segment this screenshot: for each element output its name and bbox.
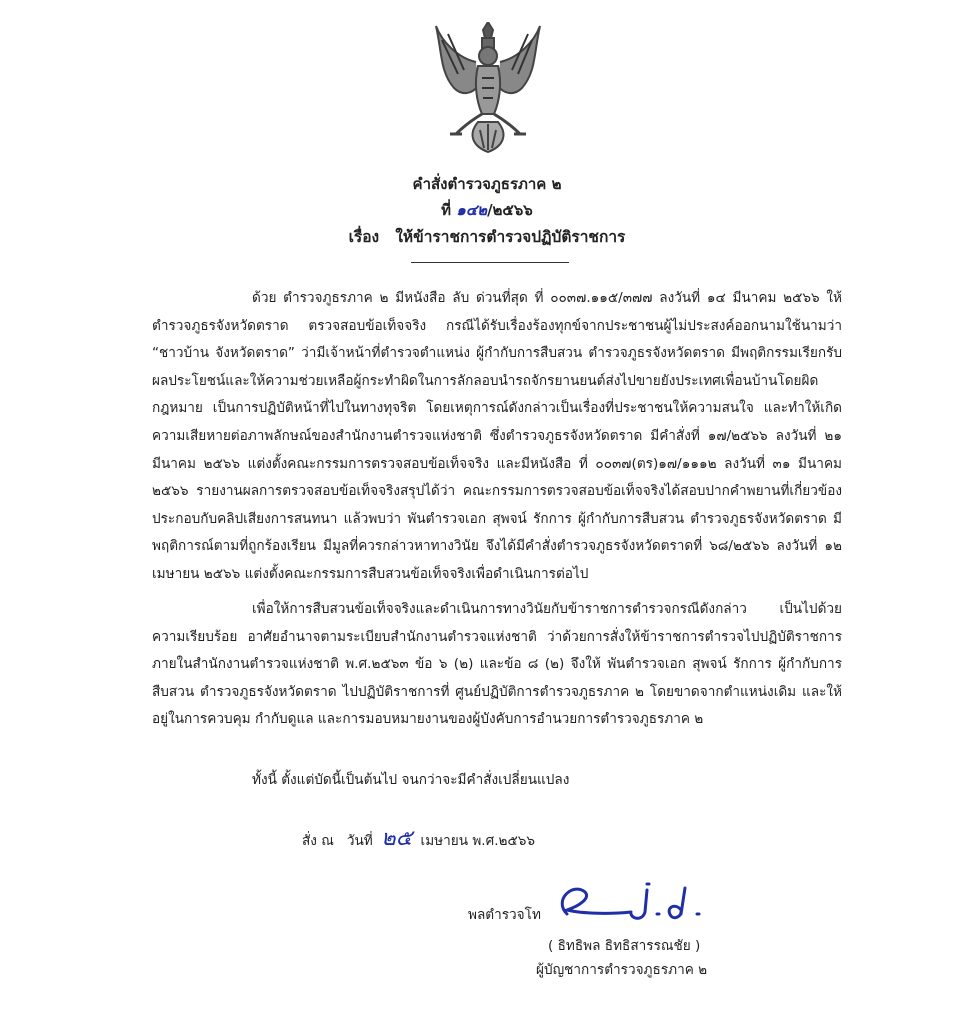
order-number-suffix: /๒๕๖๖ [487,201,533,219]
paragraph-3: ทั้งนี้ ตั้งแต่บัดนี้เป็นต้นไป จนกว่าจะมีคำสั่งเปลี่ยนแปลง [252,772,570,788]
order-title: คำสั่งตำรวจภูธรภาค ๒ [412,175,562,193]
date-month-year: เมษายน พ.ศ.๒๕๖๖ [420,833,536,849]
signatory-name: ( ธิทธิพล ธิทธิสารรณชัย ) [548,938,701,954]
header-divider [411,262,569,263]
order-subject [0,227,974,247]
order-number-handwritten: ๑๔๒ [456,201,488,219]
issue-date [302,826,535,854]
handwritten-signature [553,880,713,930]
date-prefix: สั่ง ณ [302,833,334,849]
signatory-rank: พลตำรวจโท [468,907,541,923]
subject-text: ให้ข้าราชการตำรวจปฏิบัติราชการ [395,228,626,246]
date-day-label: วันที่ [346,833,373,849]
order-number [0,200,974,220]
order-number-prefix: ที่ [441,201,452,219]
paragraph-1: ด้วย ตำรวจภูธรภาค ๒ มีหนังสือ ลับ ด่วนที่สุด ที่ ๐๐๓๗.๑๑๕/๓๗๗ ลงวันที่ ๑๔ มีนาคม ๒๕๖๖ ให้ตำรวจภูธรจังหวัดตราด ตรวจสอบข้อเท็จจริง กรณีได้รับเรื่องร้องทุกข์จากประชาชนผู้ไม่ประสงค์ออกนามใช้นามว่า “ชาวบ้าน จังหวัดตราด” ว่ามีเจ้าหน้าที่ตำรวจตำแหน่ง ผู้กำกับการสืบสวน ตำรวจภูธรจังหวัดตราด มีพฤติกรรมเรียกรับผลประโยชน์และให้ความช่วยเหลือผู้กระทำผิดในการลักลอบนำรถจักรยานยนต์ส่งไปขายยังประเทศเพื่อนบ้านโดยผิดกฎหมาย เป็นการปฏิบัติหน้าที่ไปในทางทุจริต โดยเหตุการณ์ดังกล่าวเป็นเรื่องที่ประชาชนให้ความสนใจ และทำให้เกิดความเสียหายต่อภาพลักษณ์ของสำนักงานตำรวจแห่งชาติ ซึ่งตำรวจภูธรจังหวัดตราด มีคำสั่งที่ ๑๗/๒๕๖๖ ลงวันที่ ๒๑ มีนาคม ๒๕๖๖ แต่งตั้งคณะกรรมการตรวจสอบข้อเท็จจริง และมีหนังสือ ที่ ๐๐๓๗(ตร)๑๗/๑๑๑๒ ลงวันที่ ๓๑ มีนาคม ๒๕๖๖ รายงานผลการตรวจสอบข้อเท็จจริงสรุปได้ว่า คณะกรรมการตรวจสอบข้อเท็จจริงได้สอบปากคำพยานที่เกี่ยวข้อง ประกอบกับคลิปเสียงการสนทนา แล้วพบว่า พันตำรวจเอก สุพจน์ รักการ ผู้กำกับการสืบสวน ตำรวจภูธรจังหวัดตราด มีพฤติการณ์ตามที่ถูกร้องเรียน มีมูลที่ควรกล่าวหาทางวินัย จึงได้มีคำสั่งตำรวจภูธรจังหวัดตราดที่ ๖๘/๒๕๖๖ ลงวันที่ ๑๒ เมษายน ๒๕๖๖ แต่งตั้งคณะกรรมการสืบสวนข้อเท็จจริงเพื่อดำเนินการต่อไป [152,290,842,582]
garuda-emblem-icon [428,22,548,154]
paragraph-2: เพื่อให้การสืบสวนข้อเท็จจริงและดำเนินการทางวินัยกับข้าราชการตำรวจกรณีดังกล่าว เป็นไปด้วยความเรียบร้อย อาศัยอำนาจตามระเบียบสำนักงานตำรวจแห่งชาติ ว่าด้วยการสั่งให้ข้าราชการตำรวจไปปฏิบัติราชการภายในสำนักงานตำรวจแห่งชาติ พ.ศ.๒๕๖๓ ข้อ ๖ (๒) และข้อ ๘ (๒) จึงให้ พันตำรวจเอก สุพจน์ รักการ ผู้กำกับการสืบสวน ตำรวจภูธรจังหวัดตราด ไปปฏิบัติราชการที่ ศูนย์ปฏิบัติการตำรวจภูธรภาค ๒ โดยขาดจากตำแหน่งเดิม และให้อยู่ในการควบคุม กำกับดูแล และการมอบหมายงานของผู้บังคับการอำนวยการตำรวจภูธรภาค ๒ [152,601,842,728]
date-day-handwritten: ๒๕ [381,826,413,851]
subject-label: เรื่อง [348,228,380,246]
signatory-position: ผู้บัญชาการตำรวจภูธรภาค ๒ [536,962,708,978]
